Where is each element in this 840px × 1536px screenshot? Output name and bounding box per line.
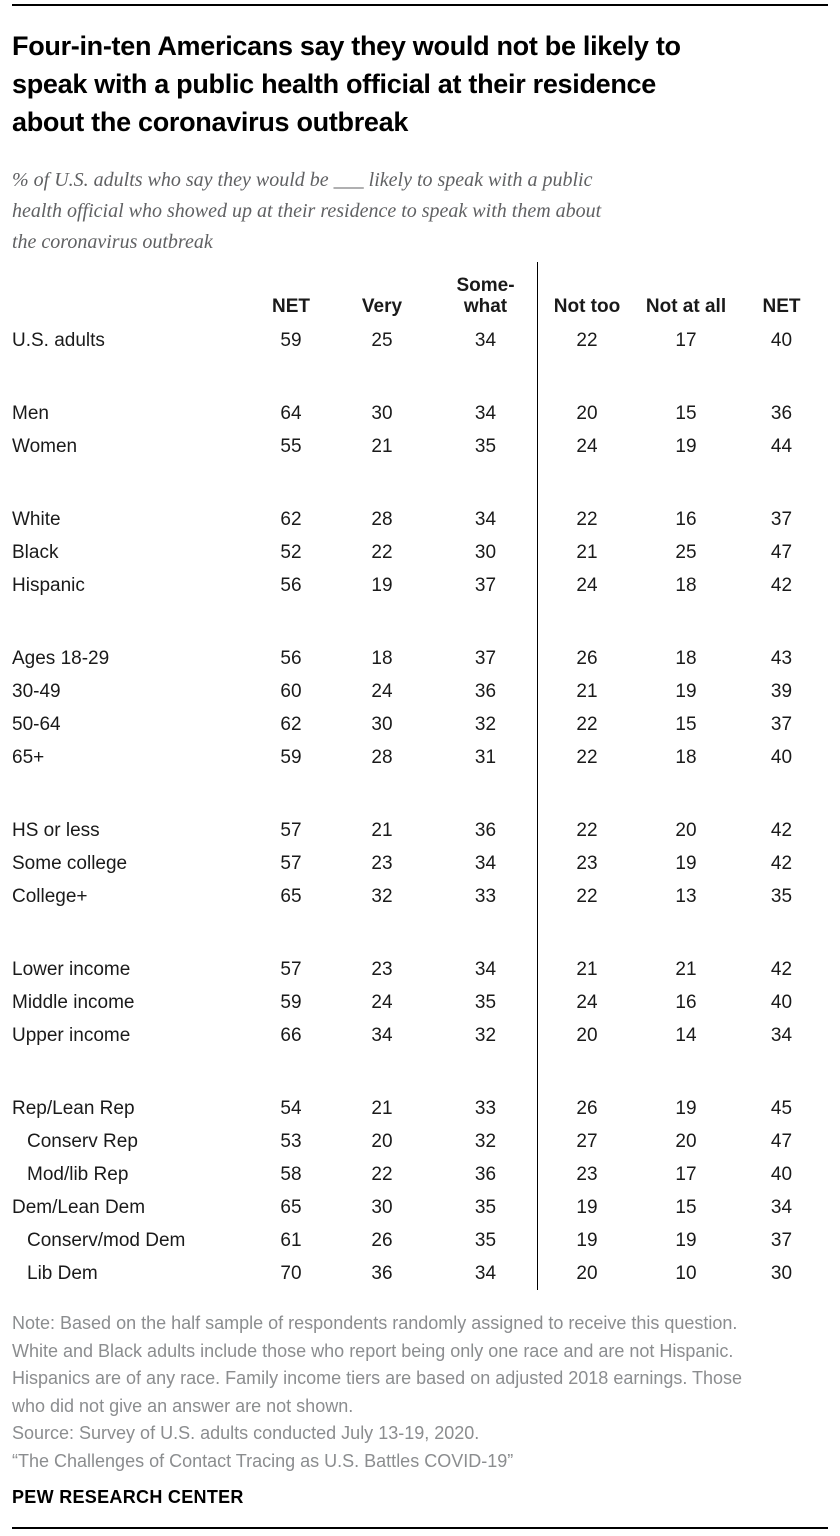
table-cell: 36: [770, 402, 793, 424]
table-cell: 59: [280, 329, 302, 351]
table-cell: 36: [371, 1262, 393, 1284]
table-cell: 56: [280, 574, 302, 596]
table-cell: 42: [770, 852, 793, 874]
table-cell: 37: [770, 1229, 793, 1251]
table-row: [12, 814, 828, 847]
page-title-line: speak with a public health official at their residence: [12, 69, 656, 99]
table-cell: 19: [371, 574, 393, 596]
table-cell: 34: [474, 958, 497, 980]
col-header-net-right: NET: [762, 296, 801, 317]
page-title-line: about the coronavirus outbreak: [12, 107, 409, 137]
table-group-gap: [12, 357, 828, 397]
table-cell: 33: [474, 1097, 497, 1119]
table-cell: 70: [280, 1262, 302, 1284]
table-cell: 40: [770, 991, 793, 1013]
row-label: Some college: [12, 852, 128, 874]
table-cell: 56: [280, 647, 302, 669]
table-group-gap: [12, 1052, 828, 1092]
table-row: [12, 397, 828, 430]
note-text: [12, 1310, 828, 1475]
table-cell: 34: [474, 329, 497, 351]
row-label: Mod/lib Rep: [27, 1163, 129, 1185]
table-cell: 32: [371, 885, 393, 907]
table-cell: 40: [770, 746, 793, 768]
table-cell: 34: [474, 852, 497, 874]
table-cell: 36: [474, 819, 497, 841]
table-cell: 26: [371, 1229, 393, 1251]
table-cell: 19: [675, 852, 697, 874]
table-cell: 54: [280, 1097, 302, 1119]
table-cell: 23: [576, 1163, 598, 1185]
top-rule: [12, 4, 828, 6]
table-cell: 22: [576, 713, 598, 735]
table-cell: 62: [280, 508, 302, 530]
table-row: [12, 1019, 828, 1052]
table-cell: 19: [576, 1196, 598, 1218]
row-label: 30-49: [12, 680, 61, 702]
table-cell: 23: [371, 958, 393, 980]
data-table: [12, 262, 828, 1290]
table-cell: 21: [576, 680, 598, 702]
table-cell: 58: [280, 1163, 302, 1185]
table-cell: 15: [675, 402, 697, 424]
table-body: [12, 324, 828, 1290]
table-cell: 23: [576, 852, 598, 874]
table-cell: 61: [280, 1229, 302, 1251]
table-row: [12, 953, 828, 986]
subtitle-line: % of U.S. adults who say they would be ___ likely to speak with a public: [12, 169, 593, 191]
table-cell: 47: [770, 1130, 793, 1152]
note-line: Note: Based on the half sample of respondents randomly assigned to receive this question.: [12, 1313, 738, 1333]
table-cell: 30: [770, 1262, 793, 1284]
table-cell: 10: [675, 1262, 697, 1284]
note-line: Hispanics are of any race. Family income tiers are based on adjusted 2018 earnings. Those: [12, 1368, 743, 1388]
table-cell: 59: [280, 746, 302, 768]
subtitle: [12, 165, 828, 258]
subtitle-line: the coronavirus outbreak: [12, 231, 213, 253]
table-cell: 55: [280, 435, 302, 457]
col-header-somewhat-bottom: what: [463, 296, 508, 317]
row-label: Conserv/mod Dem: [27, 1229, 186, 1251]
table-row: [12, 430, 828, 463]
row-label: Hispanic: [12, 574, 85, 596]
table-cell: 30: [371, 1196, 393, 1218]
table-cell: 64: [280, 402, 302, 424]
table-cell: 33: [474, 885, 497, 907]
table-cell: 21: [576, 541, 598, 563]
table-group-gap: [12, 463, 828, 503]
row-label: Upper income: [12, 1024, 131, 1046]
table-cell: 21: [576, 958, 598, 980]
row-label: Lib Dem: [27, 1262, 98, 1284]
table-row: [12, 1191, 828, 1224]
table-cell: 35: [474, 1229, 497, 1251]
table-cell: 19: [675, 680, 697, 702]
table-cell: 47: [770, 541, 793, 563]
note-line: Source: Survey of U.S. adults conducted July 13-19, 2020.: [12, 1423, 480, 1443]
table-cell: 35: [474, 991, 497, 1013]
table-cell: 52: [280, 541, 302, 563]
table-cell: 20: [576, 1024, 598, 1046]
table-cell: 20: [371, 1130, 393, 1152]
table-row: [12, 536, 828, 569]
row-label: 65+: [12, 746, 45, 768]
table-cell: 20: [576, 402, 598, 424]
column-divider-line: [537, 262, 538, 1290]
table-cell: 32: [474, 713, 497, 735]
table-cell: 65: [280, 1196, 302, 1218]
table-cell: 15: [675, 1196, 697, 1218]
row-label: White: [12, 508, 61, 530]
table-cell: 42: [770, 819, 793, 841]
table-cell: 53: [280, 1130, 302, 1152]
table-cell: 18: [675, 574, 697, 596]
table-cell: 22: [576, 508, 598, 530]
row-label: Ages 18-29: [12, 647, 110, 669]
table-cell: 65: [280, 885, 302, 907]
table-cell: 25: [371, 329, 393, 351]
table-cell: 16: [675, 991, 697, 1013]
note-line: who did not give an answer are not shown.: [12, 1395, 354, 1416]
table-cell: 26: [576, 647, 598, 669]
table-group-gap: [12, 913, 828, 953]
table-row: [12, 1257, 828, 1290]
table-cell: 32: [474, 1130, 497, 1152]
page-title-line: Four-in-ten Americans say they would not be likely to: [12, 31, 681, 61]
table-cell: 37: [770, 713, 793, 735]
table-cell: 34: [474, 402, 497, 424]
brand: PEW RESEARCH CENTER: [12, 1487, 244, 1507]
table-cell: 22: [371, 541, 393, 563]
table-cell: 25: [675, 541, 697, 563]
row-label: Conserv Rep: [27, 1130, 138, 1152]
table-cell: 42: [770, 958, 793, 980]
table-cell: 19: [675, 435, 697, 457]
page-title: [12, 27, 828, 141]
table-cell: 19: [675, 1097, 697, 1119]
table-cell: 24: [371, 991, 393, 1013]
table-cell: 18: [675, 746, 697, 768]
table-row: [12, 1224, 828, 1257]
row-label: Black: [12, 541, 59, 563]
table-cell: 28: [371, 746, 393, 768]
row-label: Men: [12, 402, 49, 424]
table-cell: 21: [371, 1097, 393, 1119]
table-cell: 21: [371, 435, 393, 457]
table-row: [12, 741, 828, 774]
table-row: [12, 708, 828, 741]
table-row: [12, 1158, 828, 1191]
col-header-not-at-all: Not at all: [645, 296, 727, 317]
table-cell: 43: [770, 647, 793, 669]
table-cell: 27: [576, 1130, 598, 1152]
table-cell: 57: [280, 819, 302, 841]
table-cell: 35: [474, 435, 497, 457]
table-cell: 24: [576, 991, 598, 1013]
table-group-gap: [12, 774, 828, 814]
row-label: Middle income: [12, 991, 135, 1013]
table-cell: 34: [371, 1024, 393, 1046]
table-group-gap: [12, 602, 828, 642]
table-cell: 30: [371, 402, 393, 424]
row-label: Women: [12, 435, 78, 457]
table-cell: 18: [371, 647, 393, 669]
table-cell: 24: [576, 435, 598, 457]
row-label: Rep/Lean Rep: [12, 1097, 135, 1119]
table-cell: 34: [770, 1024, 793, 1046]
col-header-somewhat-top: Some-: [456, 275, 515, 296]
table-cell: 42: [770, 574, 793, 596]
note-line: “The Challenges of Contact Tracing as U.S. Battles COVID-19”: [12, 1450, 514, 1471]
table-cell: 40: [770, 329, 793, 351]
table-cell: 18: [675, 647, 697, 669]
table-cell: 17: [675, 329, 697, 351]
table-cell: 22: [371, 1163, 393, 1185]
table-cell: 19: [576, 1229, 598, 1251]
table-cell: 40: [770, 1163, 793, 1185]
table-cell: 35: [770, 885, 793, 907]
table-cell: 19: [675, 1229, 697, 1251]
table-row: [12, 675, 828, 708]
table-cell: 24: [576, 574, 598, 596]
table-row: [12, 324, 828, 357]
row-label: HS or less: [12, 819, 100, 841]
col-header-net-left: NET: [272, 296, 310, 317]
table-row: [12, 986, 828, 1019]
table-cell: 59: [280, 991, 302, 1013]
table-cell: 35: [474, 1196, 497, 1218]
table-cell: 28: [371, 508, 393, 530]
row-label: U.S. adults: [12, 329, 105, 351]
table-cell: 30: [371, 713, 393, 735]
table-row: [12, 503, 828, 536]
table-cell: 32: [474, 1024, 497, 1046]
table-cell: 15: [675, 713, 697, 735]
table-cell: 36: [474, 680, 497, 702]
table-row: [12, 569, 828, 602]
table-cell: 22: [576, 329, 598, 351]
table-cell: 45: [770, 1097, 793, 1119]
table-cell: 57: [280, 958, 302, 980]
table-cell: 13: [675, 885, 697, 907]
table-cell: 34: [474, 1262, 497, 1284]
table-cell: 37: [474, 647, 497, 669]
table-cell: 20: [675, 1130, 697, 1152]
bottom-rule: [12, 1527, 828, 1529]
table-cell: 22: [576, 885, 598, 907]
table-cell: 44: [770, 435, 793, 457]
table-row: [12, 1092, 828, 1125]
table-cell: 39: [770, 680, 793, 702]
table-cell: 16: [675, 508, 697, 530]
table-row: [12, 880, 828, 913]
table-cell: 26: [576, 1097, 598, 1119]
note-line: White and Black adults include those who report being only one race and are not Hispanic.: [12, 1340, 734, 1361]
table-cell: 24: [371, 680, 393, 702]
row-label: Lower income: [12, 958, 131, 980]
table-cell: 37: [770, 508, 793, 530]
table-cell: 21: [675, 958, 697, 980]
row-label: College+: [12, 885, 88, 907]
table-cell: 20: [576, 1262, 598, 1284]
table-cell: 37: [474, 574, 497, 596]
table-cell: 23: [371, 852, 393, 874]
table-row: [12, 847, 828, 880]
subtitle-line: health official who showed up at their residence to speak with them about: [12, 200, 602, 222]
table-cell: 62: [280, 713, 302, 735]
table-cell: 14: [675, 1024, 697, 1046]
table-cell: 22: [576, 819, 598, 841]
table-cell: 20: [675, 819, 697, 841]
row-label: Dem/Lean Dem: [12, 1196, 146, 1218]
table-header-row: [12, 262, 828, 324]
table-cell: 34: [474, 508, 497, 530]
table-row: [12, 1125, 828, 1158]
table-cell: 34: [770, 1196, 793, 1218]
table-cell: 36: [474, 1163, 497, 1185]
col-header-not-too: Not too: [553, 296, 621, 317]
table-cell: 66: [280, 1024, 302, 1046]
table-cell: 31: [474, 746, 497, 768]
table-cell: 57: [280, 852, 302, 874]
table-cell: 60: [280, 680, 302, 702]
table-cell: 30: [474, 541, 497, 563]
table-row: [12, 642, 828, 675]
table-cell: 17: [675, 1163, 697, 1185]
table-cell: 22: [576, 746, 598, 768]
col-header-somewhat: [434, 275, 537, 317]
row-label: 50-64: [12, 713, 61, 735]
table-cell: 21: [371, 819, 393, 841]
col-header-very: Very: [361, 296, 403, 317]
